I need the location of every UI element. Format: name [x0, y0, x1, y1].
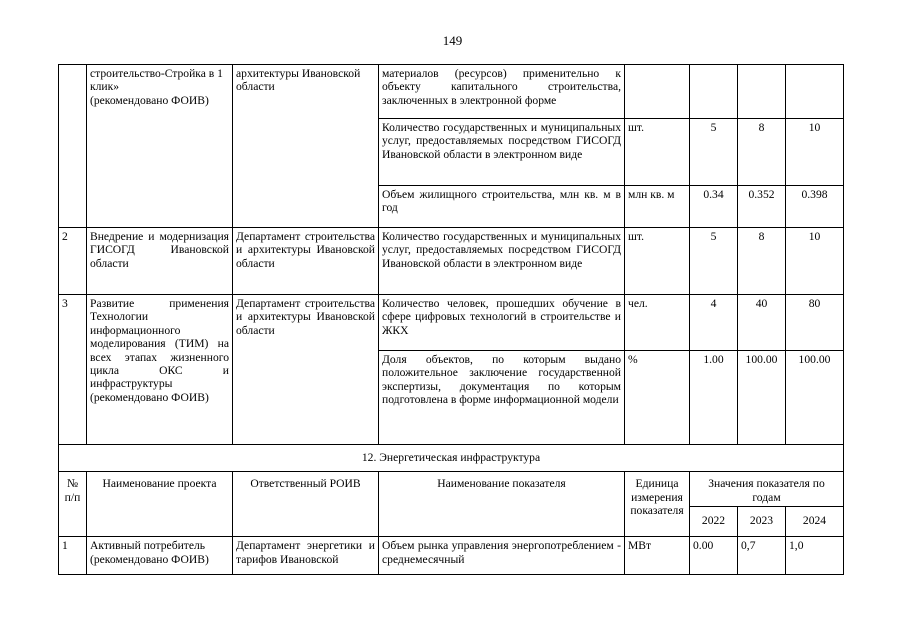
value-2022-cell: 5: [690, 119, 738, 186]
value-2022-cell: [690, 65, 738, 119]
indicator-cell: Объем рынка управления энергопотреблением - среднемесячный: [379, 537, 625, 575]
value-2022-cell: 4: [690, 295, 738, 351]
value-2023-cell: 8: [738, 119, 786, 186]
header-year-2023: 2023: [738, 507, 786, 537]
page-number: 149: [442, 33, 463, 48]
project-table: [58, 64, 844, 575]
value-2024-cell: 10: [786, 228, 844, 295]
indicator-cell: Количество государственных и муниципальных услуг, предоставляемых посредством ГИСОГД Ивановской области в электронном виде: [379, 119, 625, 186]
value-2023-cell: 8: [738, 228, 786, 295]
responsible-cell: Департамент энергетики и тарифов Ивановской: [233, 537, 379, 575]
value-2024-cell: 100.00: [786, 351, 844, 445]
unit-cell: МВт: [625, 537, 690, 575]
indicator-cell: материалов (ресурсов) применительно к объекту капитального строительства, заключенных в электронной форме: [379, 65, 625, 119]
header-row: [59, 472, 844, 507]
responsible-cell: Департамент строительства и архитектуры Ивановской области: [233, 295, 379, 445]
value-2024-cell: 10: [786, 119, 844, 186]
project-name-cell: Внедрение и модернизация ГИСОГД Ивановской области: [87, 228, 233, 295]
unit-cell: шт.: [625, 119, 690, 186]
unit-cell: млн кв. м: [625, 186, 690, 228]
value-2023-cell: [738, 65, 786, 119]
table-row: [59, 537, 844, 575]
indicator-cell: Количество государственных и муниципальных услуг, предоставляемых посредством ГИСОГД Ивановской области в электронном виде: [379, 228, 625, 295]
row-number-cell: 3: [59, 295, 87, 445]
value-2023-cell: 0.352: [738, 186, 786, 228]
value-2022-cell: 0.34: [690, 186, 738, 228]
header-indicator: Наименование показателя: [379, 472, 625, 537]
project-name-cell: Активный потребитель (рекомендовано ФОИВ): [87, 537, 233, 575]
value-2023-cell: 40: [738, 295, 786, 351]
header-year-2022: 2022: [690, 507, 738, 537]
value-2023-cell: 0,7: [738, 537, 786, 575]
value-2023-cell: 100.00: [738, 351, 786, 445]
indicator-cell: Количество человек, прошедших обучение в сфере цифровых технологий в строительстве и ЖКХ: [379, 295, 625, 351]
header-unit: Единица измерения показателя: [625, 472, 690, 537]
header-responsible: Ответственный РОИВ: [233, 472, 379, 537]
header-num: № п/п: [59, 472, 87, 537]
header-values: Значения показателя по годам: [690, 472, 844, 507]
row-number-cell: 1: [59, 537, 87, 575]
value-2022-cell: 5: [690, 228, 738, 295]
row-number-cell: 2: [59, 228, 87, 295]
table-row: [59, 295, 844, 351]
header-year-2024: 2024: [786, 507, 844, 537]
table-row: [59, 228, 844, 295]
header-project: Наименование проекта: [87, 472, 233, 537]
value-2022-cell: 1.00: [690, 351, 738, 445]
value-2024-cell: [786, 65, 844, 119]
unit-cell: шт.: [625, 228, 690, 295]
section-title: 12. Энергетическая инфраструктура: [59, 445, 844, 472]
section-title-row: [59, 445, 844, 472]
unit-cell: [625, 65, 690, 119]
value-2022-cell: 0.00: [690, 537, 738, 575]
value-2024-cell: 80: [786, 295, 844, 351]
responsible-cell: Департамент строительства и архитектуры Ивановской области: [233, 228, 379, 295]
project-name-cell: строительство-Стройка в 1 клик» (рекомендовано ФОИВ): [87, 65, 233, 228]
value-2024-cell: 1,0: [786, 537, 844, 575]
table-row: [59, 65, 844, 119]
unit-cell: %: [625, 351, 690, 445]
value-2024-cell: 0.398: [786, 186, 844, 228]
indicator-cell: Доля объектов, по которым выдано положительное заключение государственной экспертизы, документация по которым подготовлена в форме информационной модели: [379, 351, 625, 445]
unit-cell: чел.: [625, 295, 690, 351]
project-name-cell: Развитие применения Технологии информационного моделирования (ТИМ) на всех этапах жизненного цикла ОКС и инфраструктуры (рекомендовано ФОИВ): [87, 295, 233, 445]
indicator-cell: Объем жилищного строительства, млн кв. м в год: [379, 186, 625, 228]
row-number-cell: [59, 65, 87, 228]
responsible-cell: архитектуры Ивановской области: [233, 65, 379, 228]
